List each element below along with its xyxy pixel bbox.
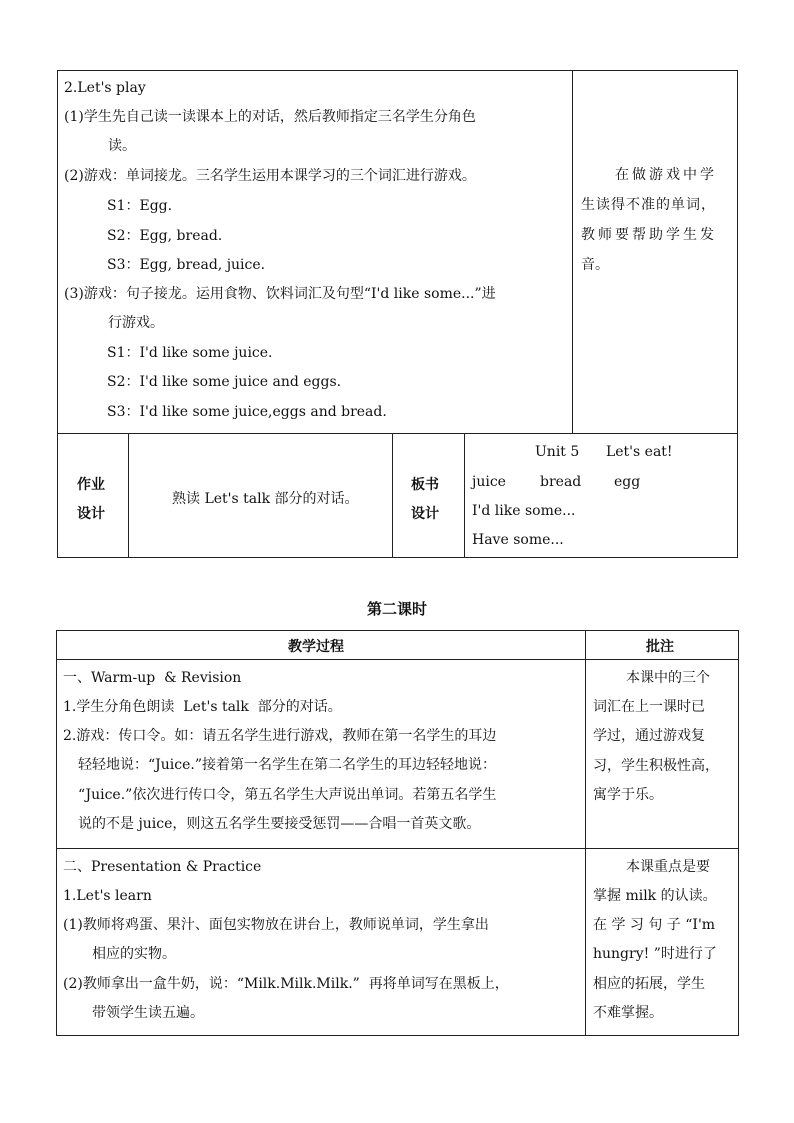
process-line: 1.学生分角色朗读 Let's talk 部分的对话。 (63, 699, 342, 715)
header-process: 教学过程 (288, 639, 344, 655)
table1-divider (572, 70, 573, 433)
process-line: (2)游戏：单词接龙。三名学生运用本课学习的三个词汇进行游戏。 (64, 168, 476, 184)
table1-row-divider (57, 433, 738, 434)
table2-divider (585, 630, 586, 1036)
board-title: Unit 5 Let's eat! (535, 444, 673, 460)
process-line: S3：I'd like some juice,eggs and bread. (107, 404, 387, 420)
process-line: S2：Egg, bread. (107, 228, 223, 244)
homework-label: 设计 (77, 506, 105, 522)
note-line: 学过，通过游戏复 (593, 728, 705, 744)
process-line: (3)游戏：句子接龙。运用食物、饮料词汇及句型“I'd like some...”进 (64, 286, 496, 302)
process-line: 一、Warm-up & Revision (63, 670, 242, 686)
process-line: 轻轻地说：“Juice.”接着第一名学生在第二名学生的耳边轻轻地说： (78, 757, 496, 773)
table1-col-divider (464, 433, 465, 558)
process-line: (2)教师拿出一盒牛奶，说：“Milk.Milk.Milk.” 再将单词写在黑板上， (63, 976, 509, 992)
board-label: 设计 (411, 506, 439, 522)
board-word: bread (540, 474, 582, 490)
homework-text: 熟读 Let's talk 部分的对话。 (172, 491, 359, 507)
process-line: 说的不是 juice，则这五名学生要接受惩罚——合唱一首英文歌。 (78, 816, 481, 832)
note-line: 本课中的三个 (626, 670, 710, 686)
process-line: 1.Let's learn (63, 888, 152, 904)
table2-header-divider (56, 659, 739, 660)
note-line: hungry! ”时进行了 (593, 946, 717, 962)
homework-label: 作业 (77, 477, 105, 493)
process-line: “Juice.”依次进行传口令，第五名学生大声说出单词。若第五名学生 (78, 787, 497, 803)
table2-row-divider (56, 848, 739, 849)
process-line: (1)学生先自己读一读课本上的对话，然后教师指定三名学生分角色 (64, 109, 476, 125)
note-line: 习，学生积极性高， (593, 758, 719, 774)
process-line: 带领学生读五遍。 (92, 1005, 204, 1021)
note-line: 在做游戏中学 (615, 167, 717, 183)
board-line: I'd like some... (472, 503, 576, 519)
header-note: 批注 (646, 639, 674, 655)
note-line: 教师要帮助学生发 (581, 227, 717, 243)
process-line: 2.Let's play (64, 80, 146, 96)
process-line: S1：Egg. (107, 198, 173, 214)
note-line: 词汇在上一课时已 (593, 699, 705, 715)
note-line: 掌握 milk 的认读。 (593, 888, 717, 904)
board-word: juice (472, 474, 506, 490)
process-line: 行游戏。 (108, 315, 164, 331)
process-line: S2：I'd like some juice and eggs. (107, 374, 342, 390)
note-line: 本课重点是要 (626, 859, 710, 875)
board-label: 板书 (411, 477, 439, 493)
note-line: 音。 (581, 257, 609, 273)
process-line: 相应的实物。 (92, 946, 176, 962)
note-line: 生读得不准的单词， (581, 197, 716, 213)
board-line: Have some... (472, 532, 564, 548)
table1-col-divider (392, 433, 393, 558)
process-line: 2.游戏：传口令。如：请五名学生进行游戏，教师在第一名学生的耳边 (63, 728, 497, 744)
table1-col-divider (128, 433, 129, 558)
note-line: 在 学 习 句 子 “I'm (593, 917, 716, 933)
board-word: egg (614, 474, 641, 490)
note-line: 相应的拓展，学生 (593, 976, 705, 992)
section-title: 第二课时 (366, 600, 427, 618)
process-line: (1)教师将鸡蛋、果汁、面包实物放在讲台上，教师说单词，学生拿出 (63, 917, 489, 933)
process-line: S1：I'd like some juice. (107, 345, 273, 361)
process-line: 二、Presentation & Practice (63, 859, 262, 875)
note-line: 寓学于乐。 (593, 787, 663, 803)
note-line: 不难掌握。 (593, 1005, 663, 1021)
process-line: 读。 (108, 138, 136, 154)
process-line: S3：Egg, bread, juice. (107, 257, 266, 273)
